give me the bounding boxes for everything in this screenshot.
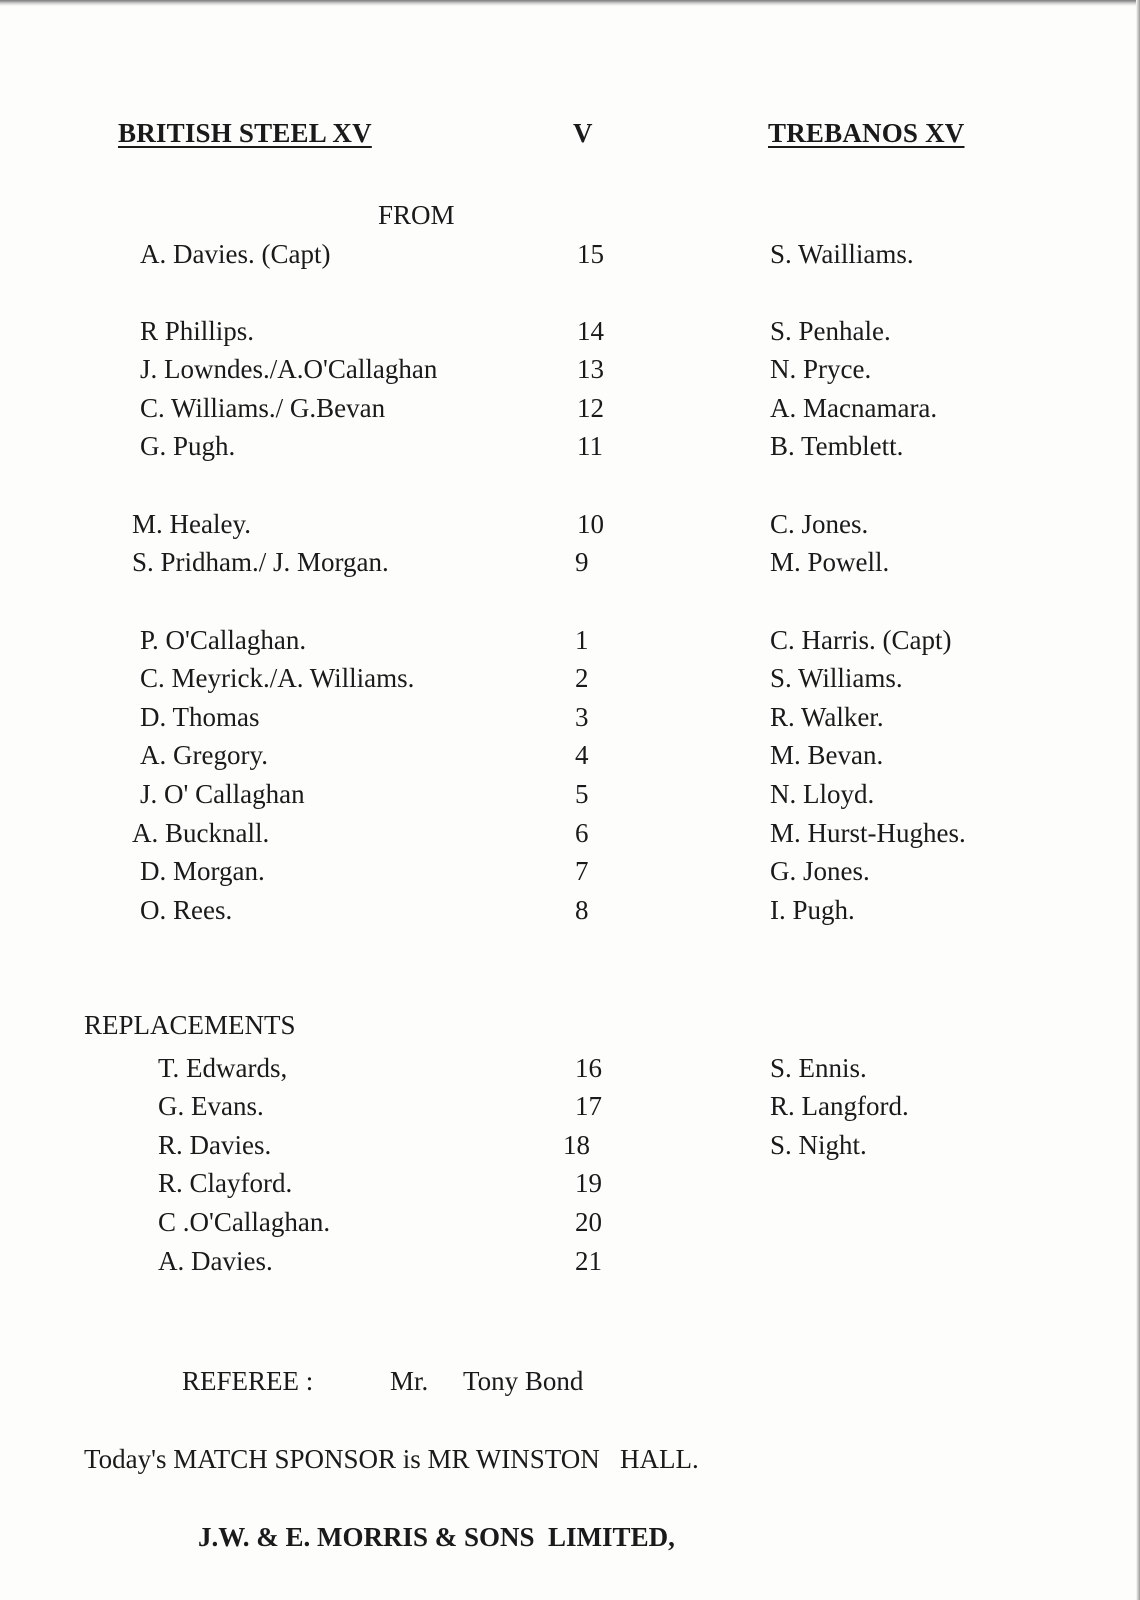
home-player: J. Lowndes./A.O'Callaghan (140, 354, 438, 384)
replacement-number: 18 (563, 1130, 590, 1160)
away-player: A. Macnamara. (770, 393, 938, 423)
home-player: A. Gregory. (140, 740, 268, 770)
position-number: 11 (577, 431, 603, 461)
home-replacement: C .O'Callaghan. (158, 1207, 331, 1237)
away-player: S. Penhale. (770, 316, 891, 346)
home-replacement: T. Edwards, (158, 1053, 288, 1083)
position-number: 15 (577, 239, 604, 269)
referee-title: Mr. (390, 1366, 429, 1396)
away-player: S. Williams. (770, 663, 903, 693)
replacement-number: 21 (575, 1246, 602, 1276)
away-player: N. Pryce. (770, 354, 872, 384)
position-number: 14 (577, 316, 604, 346)
away-player: C. Jones. (770, 509, 869, 539)
sponsor-company: J.W. & E. MORRIS & SONS LIMITED, (198, 1522, 675, 1552)
position-number: 8 (575, 895, 589, 925)
position-number: 2 (575, 663, 589, 693)
home-player: O. Rees. (140, 895, 233, 925)
referee-name: Tony Bond (463, 1366, 584, 1396)
home-team-title: BRITISH STEEL XV (118, 118, 372, 148)
page-edge-shadow-right (1136, 0, 1140, 1600)
position-number: 6 (575, 818, 589, 848)
away-player: I. Pugh. (770, 895, 855, 925)
position-number: 9 (575, 547, 589, 577)
away-player: M. Bevan. (770, 740, 884, 770)
home-player: C. Meyrick./A. Williams. (140, 663, 415, 693)
away-player: B. Temblett. (770, 431, 904, 461)
sponsor-text: Today's MATCH SPONSOR is MR WINSTON HALL. (84, 1444, 699, 1474)
home-replacement: R. Davies. (158, 1130, 272, 1160)
replacement-number: 17 (575, 1091, 602, 1121)
position-number: 13 (577, 354, 604, 384)
away-replacement: S. Ennis. (770, 1053, 867, 1083)
page-edge-shadow (0, 0, 1140, 6)
away-player: G. Jones. (770, 856, 870, 886)
away-player: C. Harris. (Capt) (770, 625, 952, 655)
home-player: G. Pugh. (140, 431, 236, 461)
home-player: M. Healey. (132, 509, 251, 539)
home-player: P. O'Callaghan. (140, 625, 307, 655)
replacement-number: 16 (575, 1053, 602, 1083)
position-number: 1 (575, 625, 589, 655)
home-player: C. Williams./ G.Bevan (140, 393, 386, 423)
away-replacement: R. Langford. (770, 1091, 909, 1121)
away-player: R. Walker. (770, 702, 884, 732)
position-number: 4 (575, 740, 589, 770)
away-player: S. Wailliams. (770, 239, 914, 269)
home-player: S. Pridham./ J. Morgan. (132, 547, 389, 577)
referee-label: REFEREE : (182, 1366, 314, 1396)
home-player: D. Thomas (140, 702, 260, 732)
home-replacement: R. Clayford. (158, 1168, 293, 1198)
replacement-number: 20 (575, 1207, 602, 1237)
home-player: R Phillips. (140, 316, 255, 346)
home-replacement: G. Evans. (158, 1091, 264, 1121)
position-number: 7 (575, 856, 589, 886)
home-replacement: A. Davies. (158, 1246, 273, 1276)
versus-label: V (573, 118, 593, 148)
away-player: M. Hurst-Hughes. (770, 818, 966, 848)
away-player: N. Lloyd. (770, 779, 875, 809)
position-number: 3 (575, 702, 589, 732)
away-player: M. Powell. (770, 547, 890, 577)
home-player: D. Morgan. (140, 856, 265, 886)
from-label: FROM (378, 200, 455, 230)
position-number: 5 (575, 779, 589, 809)
position-number: 10 (577, 509, 604, 539)
home-player: A. Davies. (Capt) (140, 239, 331, 269)
away-team-title: TREBANOS XV (768, 118, 965, 148)
home-player: A. Bucknall. (132, 818, 270, 848)
home-player: J. O' Callaghan (140, 779, 305, 809)
position-number: 12 (577, 393, 604, 423)
replacement-number: 19 (575, 1168, 602, 1198)
replacements-label: REPLACEMENTS (84, 1010, 296, 1040)
away-replacement: S. Night. (770, 1130, 867, 1160)
